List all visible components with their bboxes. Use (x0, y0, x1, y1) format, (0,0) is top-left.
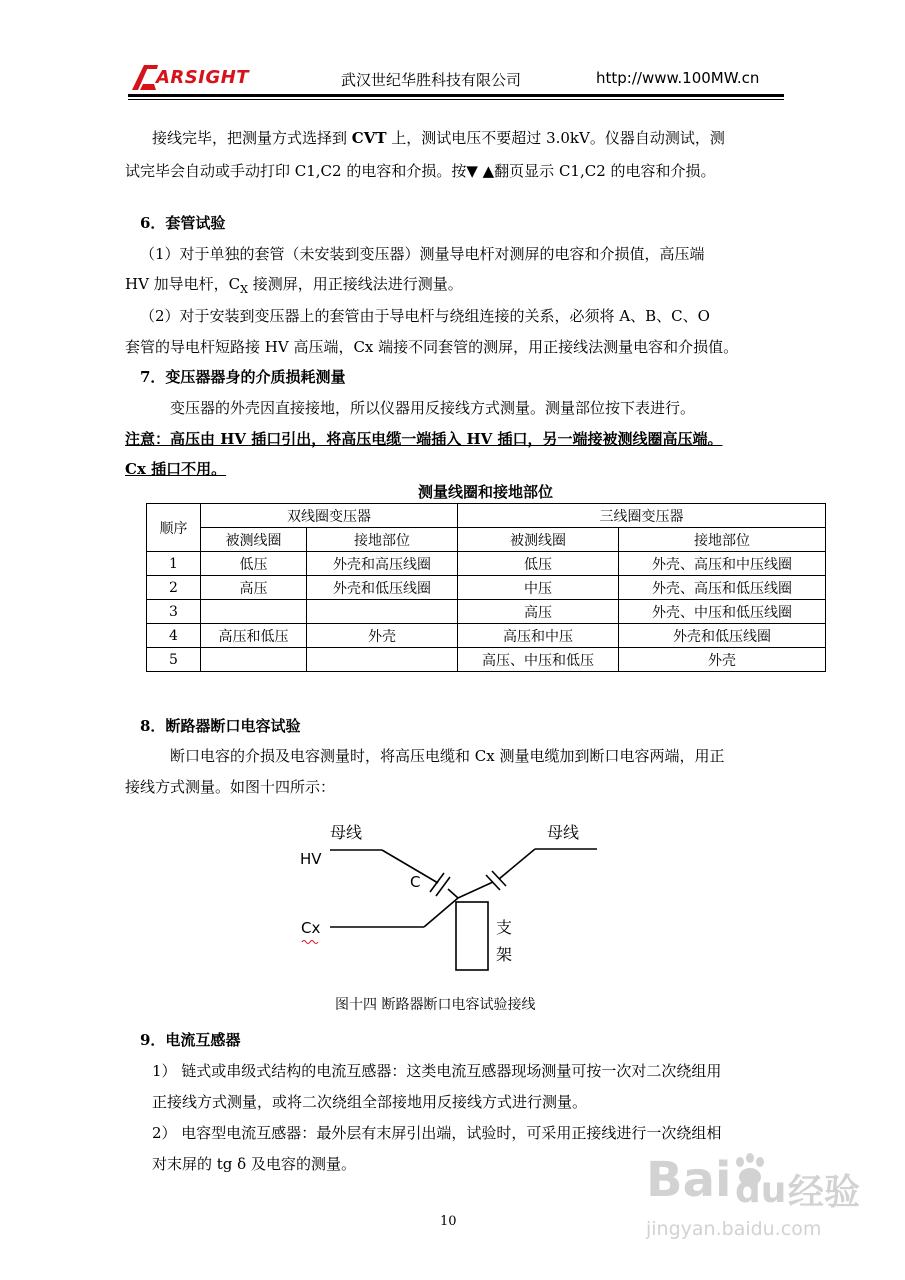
section-7-note-line1: 注意：高压由 HV 插口引出，将高压电缆一端插入 HV 插口，另一端接被测线圈高压端。 (125, 430, 723, 448)
cell-d-ground (307, 600, 458, 624)
left-to-junction (448, 889, 458, 898)
section-7-line1: 变压器的外壳因直接接地，所以仪器用反接线方式测量。测量部位按下表进行。 (170, 399, 696, 417)
label-bus-right: 母线 (547, 823, 580, 842)
junction-to-right (458, 882, 493, 898)
logo-text: ARSIGHT (156, 67, 250, 88)
figure-caption: 图十四 断路器断口电容试验接线 (335, 997, 536, 1013)
sub-ground-triple: 接地部位 (619, 528, 826, 552)
cx-squiggle (302, 941, 318, 944)
right-conductor (499, 849, 535, 879)
cell-d-ground: 外壳 (307, 624, 458, 648)
section-8-title: 8．断路器断口电容试验 (140, 717, 301, 735)
section-7-note-line2: Cx 插口不用。 (125, 460, 227, 478)
cell-t-measured: 低压 (458, 552, 619, 576)
header-url[interactable]: http://www.100MW.cn (596, 69, 760, 87)
intro-text-a: 接线完毕，把测量方式选择到 (152, 129, 352, 147)
section-8-line1: 断口电容的介损及电容测量时，将高压电缆和 Cx 测量电缆加到断口电容两端，用正 (170, 747, 725, 765)
label-support-1: 支 (496, 918, 513, 937)
section-6-item2-line2: 套管的导电杆短路接 HV 高压端，Cx 端接不同套管的测屏，用正接线法测量电容和介损值。 (125, 338, 739, 356)
section-8-line2: 接线方式测量。如图十四所示： (125, 778, 336, 796)
section-9-item2-line1: 2） 电容型电流互感器：最外层有末屏引出端，试验时，可采用正接线进行一次绕组相 (152, 1124, 722, 1142)
measurement-table (146, 503, 826, 672)
sub-measured-double: 被测线圈 (201, 528, 307, 552)
header-rule-thin (128, 99, 784, 100)
cell-t-ground: 外壳、高压和低压线圈 (619, 576, 826, 600)
group-triple-header: 三线圈变压器 (458, 504, 826, 528)
col-order-header: 顺序 (147, 504, 201, 552)
section-9-item1-line1: 1） 链式或串级式结构的电流互感器：这类电流互感器现场测量可按一次对二次绕组用 (152, 1062, 722, 1080)
company-name: 武汉世纪华胜科技有限公司 (341, 71, 522, 89)
group-double-header: 双线圈变压器 (201, 504, 458, 528)
table-row (147, 600, 826, 624)
table-row (147, 624, 826, 648)
cell-d-measured: 高压和低压 (201, 624, 307, 648)
cell-d-measured (201, 648, 307, 672)
cell-t-measured: 中压 (458, 576, 619, 600)
watermark-brand-cn: 经验 (788, 1172, 861, 1213)
s6-sub-x: X (240, 283, 249, 296)
cell-d-measured (201, 600, 307, 624)
cell-d-ground (307, 648, 458, 672)
page-number: 10 (440, 1214, 457, 1229)
cell-order: 3 (147, 600, 201, 624)
table-subheader-row (147, 528, 826, 552)
section-9-title: 9．电流互感器 (140, 1031, 241, 1049)
cell-t-ground: 外壳、高压和中压线圈 (619, 552, 826, 576)
intro-cvt: CVT (351, 129, 387, 147)
watermark-brand: Bai (646, 1152, 732, 1208)
page-header (0, 0, 905, 110)
label-cx: Cx (301, 919, 321, 937)
cell-order: 5 (147, 648, 201, 672)
figure-breaker-wiring (290, 810, 610, 980)
section-7-title: 7．变压器器身的介质损耗测量 (140, 368, 346, 386)
cell-order: 4 (147, 624, 201, 648)
cell-t-measured: 高压 (458, 600, 619, 624)
cell-t-ground: 外壳和低压线圈 (619, 624, 826, 648)
watermark-brand-du: du (735, 1170, 787, 1211)
intro-text-c: 上，测试电压不要超过 3.0kV。仪器自动测试，测 (386, 129, 725, 147)
section-6-title: 6．套管试验 (140, 214, 226, 232)
table-header-row (147, 504, 826, 528)
cell-order: 1 (147, 552, 201, 576)
intro-line-2: 试完毕会自动或手动打印 C1,C2 的电容和介损。按▼ ▲翻页显示 C1,C2 的电容和介损。 (125, 162, 716, 180)
section-6-item1-line1: （1）对于单独的套管（未安装到变压器）测量导电杆对测屏的电容和介损值，高压端 (140, 245, 705, 263)
sub-ground-double: 接地部位 (307, 528, 458, 552)
logo (130, 62, 260, 92)
label-bus-left: 母线 (330, 823, 363, 842)
table-caption: 测量线圈和接地部位 (417, 483, 553, 501)
header-rule (128, 94, 784, 97)
s6-hv-text: HV 加导电杆，C (125, 275, 241, 293)
cell-t-ground: 外壳、中压和低压线圈 (619, 600, 826, 624)
watermark-url: jingyan.baidu.com (646, 1218, 822, 1240)
table-row (147, 576, 826, 600)
section-6-item2-line1: （2）对于安装到变压器上的套管由于导电杆与绕组连接的关系，必须将 A、B、C、O (140, 307, 710, 325)
table-row (147, 552, 826, 576)
support-post (456, 902, 488, 970)
s6-tail-text: 接测屏，用正接线法进行测量。 (248, 275, 463, 293)
cell-d-measured: 高压 (201, 576, 307, 600)
cell-t-measured: 高压和中压 (458, 624, 619, 648)
table-row (147, 648, 826, 672)
cell-d-ground: 外壳和高压线圈 (307, 552, 458, 576)
cx-to-junction (424, 898, 458, 927)
section-9-item2-line2: 对末屏的 tg δ 及电容的测量。 (152, 1155, 356, 1173)
cell-order: 2 (147, 576, 201, 600)
cell-t-measured: 高压、中压和低压 (458, 648, 619, 672)
watermark (640, 1140, 870, 1265)
section-9-item1-line2: 正接线方式测量，或将二次绕组全部接地用反接线方式进行测量。 (152, 1093, 588, 1111)
cell-t-ground: 外壳 (619, 648, 826, 672)
section-6-item1-line2 (125, 274, 463, 300)
label-hv: HV (300, 850, 322, 868)
cell-d-measured: 低压 (201, 552, 307, 576)
sub-measured-triple: 被测线圈 (458, 528, 619, 552)
label-support-2: 架 (496, 945, 513, 964)
cell-d-ground: 外壳和低压线圈 (307, 576, 458, 600)
label-c: C (410, 873, 421, 891)
